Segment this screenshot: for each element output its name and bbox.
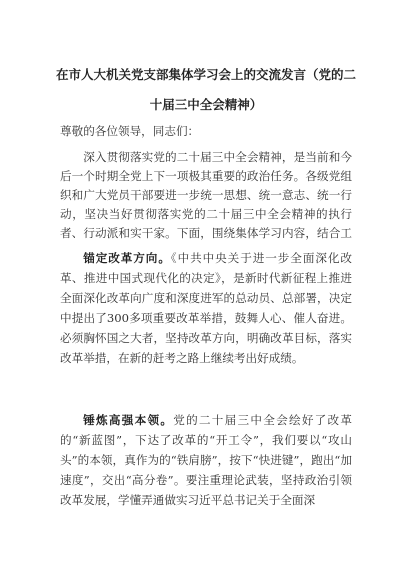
paragraph-1-text: 深入贯彻落实党的二十届三中全会精神，是当前和今后一个时期全党上下一项极其重要的政治任务。各级党组织和广大党员干部要进一步统一思想、统一意志、统一行动，坚决当好贯彻落实党的二十届三中全会精神的执行者、行动派和实干家。下面，围绕集体学习内容，结合工 [60,150,352,240]
salutation: 尊敬的各位领导，同志们： [60,124,200,138]
paragraph-2-text: 《中共中央关于进一步全面深化改革、推进中国式现代化的决定》，是新时代新征程上推进全面深化改革向广度和深度进军的总动员、总部署，决定中提出了300多项重要改革举措，鼓舞人心、催人奋进。必须胸怀国之大者，坚持改革方向，明确改革目标，落实改革举措，在新的赶考之路上继续考出好成绩。 [60,251,352,365]
paragraph-2 [60,248,352,368]
paragraph-1 [60,148,352,243]
paragraph-3-heading: 锤炼高强本领。 [83,413,174,427]
paragraph-3 [60,410,352,535]
paragraph-2-heading: 锚定改革方向。 [83,251,171,265]
paragraph-3-text: 党的二十届三中全会绘好了改革的“新蓝图”，下达了改革的“开工令”，我们要以“攻山头”的本领，真作为的“铁肩膀”，按下“快进键”，跑出“加速度”，交出“高分卷”。要注重理论武装，坚持政治引领改革发展，学懂弄通做实习近平总书记关于全面深 [60,413,352,507]
document-title: 在市人大机关党支部集体学习会上的交流发言（党的二十届三中全会精神） [56,67,357,112]
